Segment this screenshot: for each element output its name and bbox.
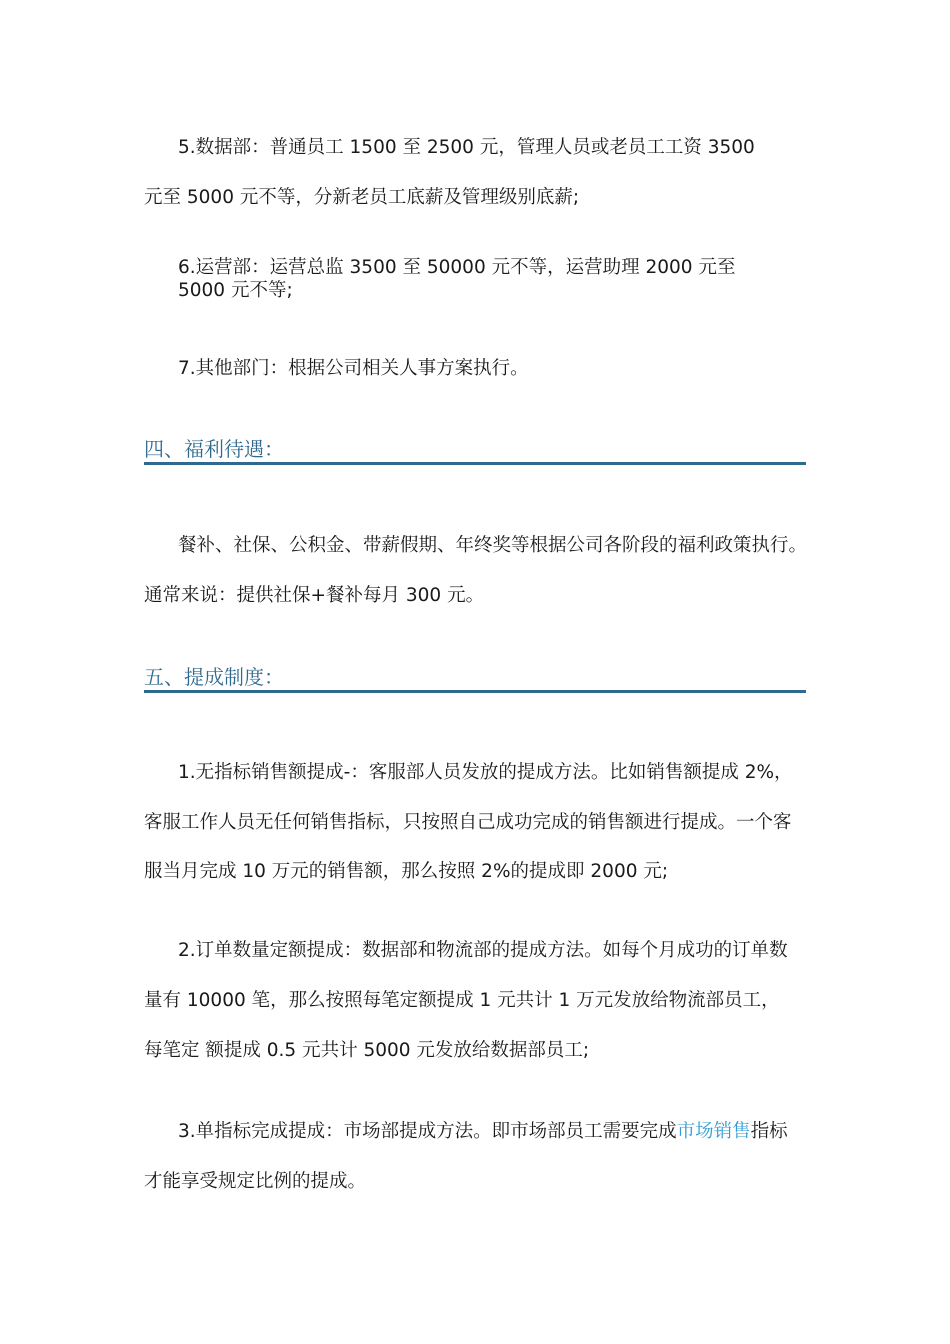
commission-item-3-line-2: 才能享受规定比例的提成。 bbox=[144, 1171, 367, 1192]
section-4-line-1: 餐补、社保、公积金、带薪假期、年终奖等根据公司各阶段的福利政策执行。 bbox=[178, 535, 808, 556]
salary-item-6-line-2: 5000 元不等; bbox=[178, 280, 293, 301]
commission-item-3-line-1 bbox=[178, 1120, 788, 1144]
salary-item-6-line-1: 6.运营部：运营总监 3500 至 50000 元不等，运营助理 2000 元至 bbox=[178, 257, 736, 278]
salary-item-5-line-1: 5.数据部：普通员工 1500 至 2500 元，管理人员或老员工工资 3500 bbox=[178, 137, 755, 158]
salary-item-7-line-1: 7.其他部门：根据公司相关人事方案执行。 bbox=[178, 358, 529, 379]
section-5-heading-text: 五、提成制度： bbox=[144, 665, 284, 689]
section-4-heading-text: 四、福利待遇： bbox=[144, 437, 284, 461]
commission-item-1-line-1: 1.无指标销售额提成-：客服部人员发放的提成方法。比如销售额提成 2%， bbox=[178, 762, 793, 783]
section-5-heading bbox=[144, 656, 806, 693]
market-sales-link[interactable]: 市场销售 bbox=[676, 1121, 751, 1142]
commission-item-2-line-3: 每笔定 额提成 0.5 元共计 5000 元发放给数据部员工; bbox=[144, 1040, 590, 1061]
section-4-heading bbox=[144, 428, 806, 465]
commission-item-1-line-2: 客服工作人员无任何销售指标，只按照自己成功完成的销售额进行提成。一个客 bbox=[144, 812, 792, 833]
commission-item-2-line-1: 2.订单数量定额提成：数据部和物流部的提成方法。如每个月成功的订单数 bbox=[178, 940, 788, 961]
section-4-line-2: 通常来说：提供社保+餐补每月 300 元。 bbox=[144, 585, 485, 606]
salary-item-5-line-2: 元至 5000 元不等，分新老员工底薪及管理级别底薪; bbox=[144, 187, 580, 208]
commission-item-1-line-3: 服当月完成 10 万元的销售额，那么按照 2%的提成即 2000 元; bbox=[144, 861, 669, 882]
commission-item-3-text-after: 指标 bbox=[750, 1121, 788, 1142]
commission-item-2-line-2: 量有 10000 笔，那么按照每笔定额提成 1 元共计 1 万元发放给物流部员工， bbox=[144, 990, 780, 1011]
commission-item-3-text-before: 3.单指标完成提成：市场部提成方法。即市场部员工需要完成 bbox=[178, 1121, 677, 1142]
